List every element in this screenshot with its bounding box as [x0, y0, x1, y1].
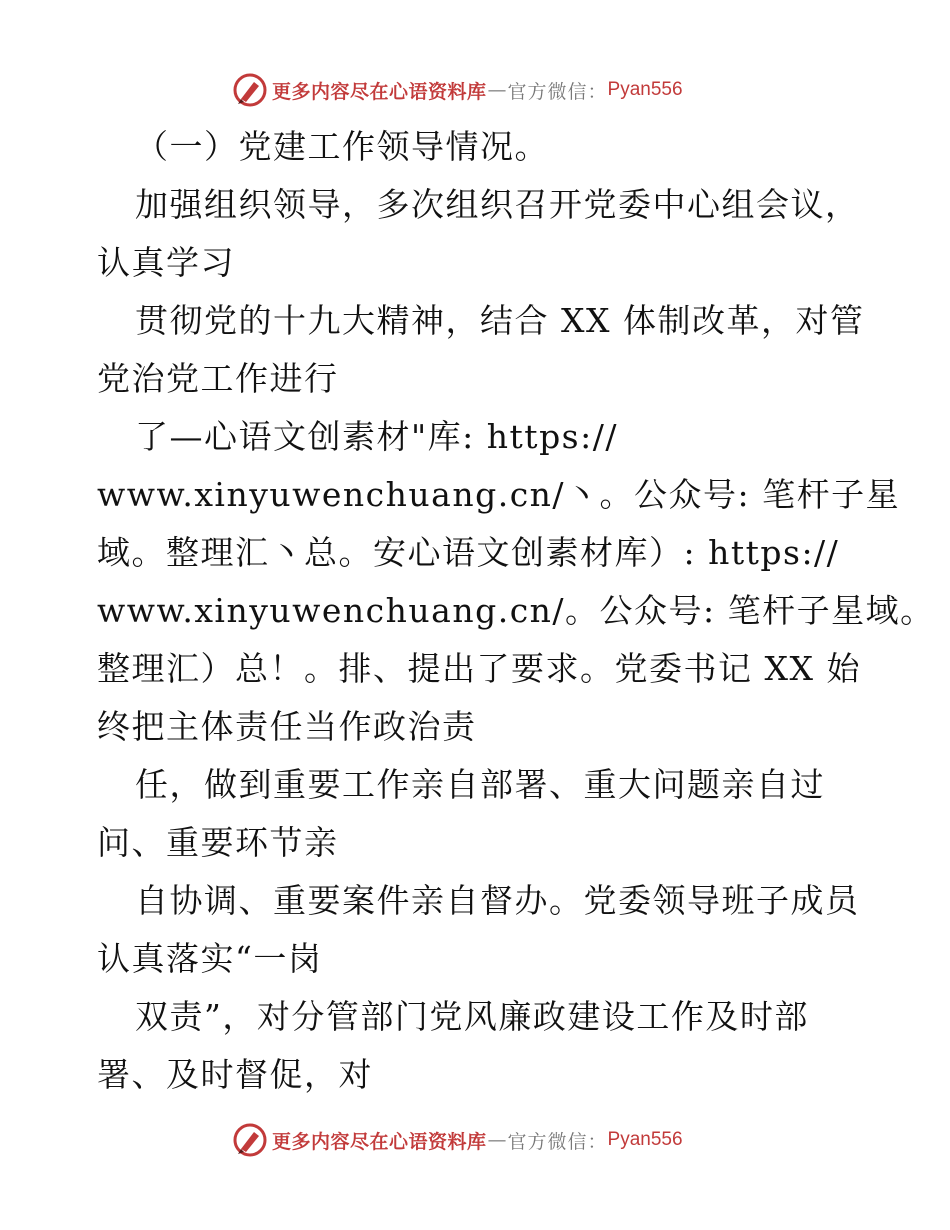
text-line: www.xinyuwenchuang.cn/丶。公众号: 笔杆子星: [97, 475, 901, 514]
footer-banner: [232, 1122, 683, 1158]
text-line: www.xinyuwenchuang.cn/。公众号: 笔杆子星域。: [97, 591, 935, 630]
text-line: 任，做到重要工作亲自部署、重大问题亲自过: [135, 765, 825, 804]
text-line: 认真学习: [97, 243, 235, 282]
pen-logo-icon: [232, 72, 268, 108]
banner-brand-text: 更多内容尽在心语资料库: [272, 1130, 487, 1153]
banner-wechat-id: Pyan556: [607, 1129, 683, 1150]
text-line: 问、重要环节亲: [97, 823, 339, 862]
text-line: 署、及时督促，对: [97, 1055, 373, 1094]
pen-logo-icon: [232, 1122, 268, 1158]
banner-brand-text: 更多内容尽在心语资料库: [272, 80, 487, 103]
banner-wechat-label: 官方微信：: [507, 80, 608, 103]
document-body: [97, 118, 935, 1104]
text-line: 整理汇）总！。排、提出了要求。党委书记 XX 始: [97, 649, 861, 688]
text-line: 域。整理汇丶总。安心语文创素材库）: https://: [97, 533, 840, 572]
text-line: 加强组织领导，多次组织召开党委中心组会议，: [135, 185, 860, 224]
text-line: 党治党工作进行: [97, 359, 339, 398]
text-line: （一）党建工作领导情况。: [135, 127, 549, 166]
header-banner: [232, 72, 683, 108]
banner-wechat-id: Pyan556: [607, 79, 683, 100]
text-line: 贯彻党的十九大精神，结合 XX 体制改革，对管: [135, 301, 865, 340]
banner-dash: —: [487, 79, 507, 101]
text-line: 终把主体责任当作政治责: [97, 707, 477, 746]
text-line: 认真落实“一岗: [97, 939, 323, 978]
text-line: 了—心语文创素材"库: https://: [135, 417, 618, 456]
banner-dash: —: [487, 1129, 507, 1151]
text-line: 自协调、重要案件亲自督办。党委领导班子成员: [135, 881, 860, 920]
banner-wechat-label: 官方微信：: [507, 1130, 608, 1153]
text-line: 双责”，对分管部门党风廉政建设工作及时部: [135, 997, 809, 1036]
